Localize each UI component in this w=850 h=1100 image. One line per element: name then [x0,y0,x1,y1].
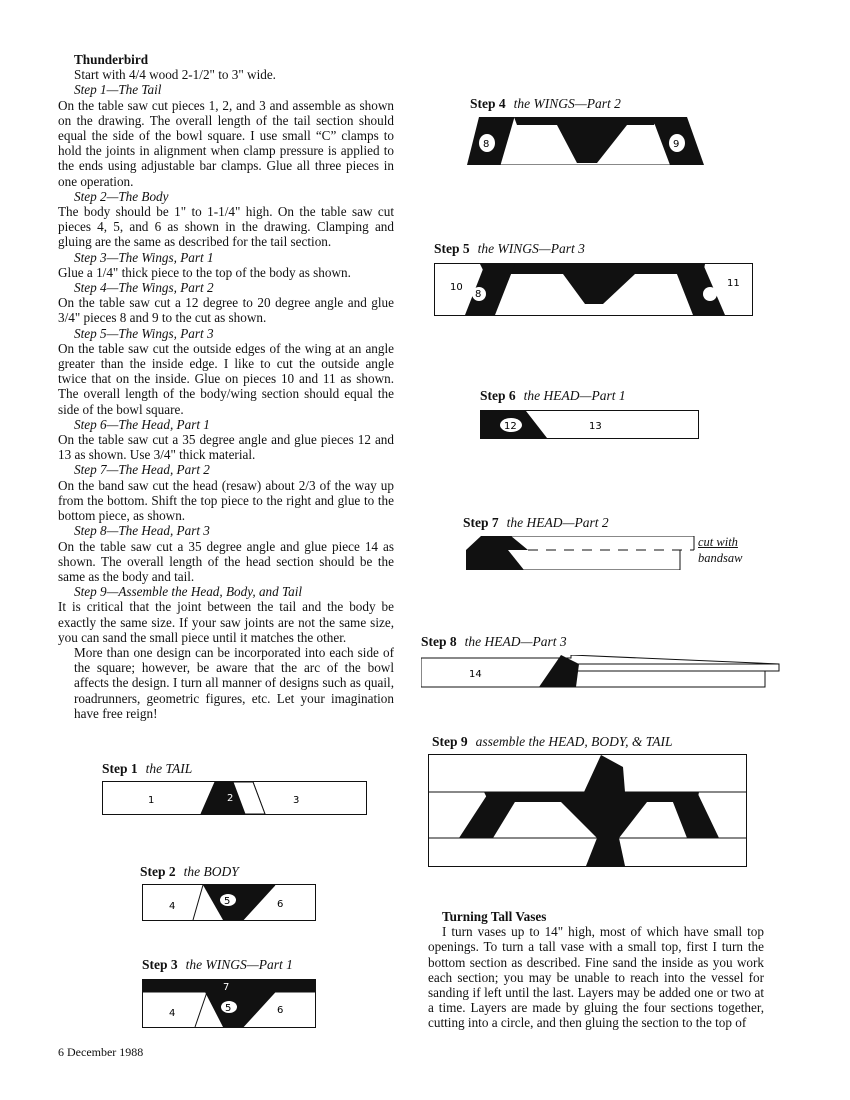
step1-label: the TAIL [145,761,193,776]
note-line: bandsaw [698,551,743,565]
piece-label: 6 [277,1005,284,1016]
step8-diagram [421,655,781,689]
issue-date: December 1988 [67,1045,144,1059]
step-heading: Step 4—The Wings, Part 2 [74,280,214,296]
piece-label: 13 [589,421,602,432]
step1-diagram [102,781,367,815]
step6-diagram [480,410,699,439]
piece-label: 9 [673,139,680,150]
step9-caption [432,734,673,750]
piece-label: 6 [277,899,284,910]
step-text: On the table saw cut a 35 degree angle and glue pieces 12 and 13 as shown. Use 3/4" thick material. [58,432,394,463]
note-line: cut with [698,535,738,549]
piece-label: 14 [469,669,482,680]
piece-label: 5 [224,896,231,907]
article-title: Thunderbird [74,52,149,67]
piece-label: 5 [225,1003,232,1014]
step6-label: the HEAD—Part 1 [523,388,626,403]
step-heading: Step 7—The Head, Part 2 [74,462,210,478]
step4-number: Step 4 [470,96,506,111]
closing-text: More than one design can be incorporated into each side of the square; however, be aware that the arc of the bowl affects the design. I turn all manner of designs such as quail, roadrunners, geometric figures, etc. Let your imagination have free reign! [74,644,394,721]
step-text: On the table saw cut a 12 degree to 20 degree angle and glue 3/4" pieces 8 and 9 to the cut as shown. [58,295,394,326]
piece-label: 4 [169,1008,176,1019]
step-text: The body should be 1" to 1-1/4" high. On the table saw cut pieces 4, 5, and 6 as shown in the drawing. Clamping and gluing are the same as described for the tail section. [58,204,394,250]
step9-diagram [428,754,747,867]
step2-caption [140,864,239,880]
step5-label: the WINGS—Part 3 [477,241,585,256]
step-text: On the table saw cut the outside edges of the wing at an angle greater than the inside edge. I like to cut the outside angle twice that on the inside. Glue on pieces 10 and 11 as shown. The overall length of the body/wing section should equal the side of the bowl square. [58,340,394,417]
step3-caption [142,957,293,973]
step2-label: the BODY [183,864,239,879]
vases-text: I turn vases up to 14" high, most of which have small top openings. To turn a tall vase with a small top, first I turn the bottom section as described. Fine sand the inside as you work each section; you may be unable to reach into the vessel for sanding if left until the last. Layers may be added one or two at a time. Layers are made by gluing the four sections together, cutting into a circle, and then gluing the section to the top of [428,924,764,1031]
step3-number: Step 3 [142,957,178,972]
piece-label: 11 [727,278,740,289]
step5-number: Step 5 [434,241,470,256]
step8-number: Step 8 [421,634,457,649]
page-footer [58,1045,143,1060]
step3-label: the WINGS—Part 1 [185,957,293,972]
piece-label: 4 [169,901,176,912]
vases-title: Turning Tall Vases [442,909,547,924]
piece-label: 10 [450,282,463,293]
step7-diagram [466,536,701,570]
step1-number: Step 1 [102,761,138,776]
piece-label: 7 [223,982,230,993]
step-heading: Step 5—The Wings, Part 3 [74,325,214,341]
piece-label: 2 [227,793,234,804]
step8-label: the HEAD—Part 3 [464,634,567,649]
step2-diagram [142,884,316,921]
step-text: On the table saw cut a 35 degree angle and glue piece 14 as shown. The overall length of the head section should be the same as the body and tail. [58,538,394,584]
step7-label: the HEAD—Part 2 [506,515,609,530]
step2-number: Step 2 [140,864,176,879]
step-text: On the table saw cut pieces 1, 2, and 3 and assemble as shown on the drawing. The overall length of the tail section should equal the side of the bowl square. I use small “C” clamps to hold the joints in alignment when clamp pressure is applied to the ends using adjustable bar clamps. Glue all three pieces in one operation. [58,97,394,189]
step-text: It is critical that the joint between the tail and the body be exactly the same size. If your saw joints are not the same size, you can sand the small piece until it matches the other. [58,599,394,645]
step6-caption [480,388,626,404]
step-heading: Step 1—The Tail [74,82,162,98]
piece-label: 12 [504,421,517,432]
step5-diagram [434,263,753,316]
step-heading: Step 6—The Head, Part 1 [74,416,210,432]
step7-number: Step 7 [463,515,499,530]
piece-label: 1 [148,795,155,806]
step4-diagram [467,117,704,165]
step9-number: Step 9 [432,734,468,749]
step-heading: Step 9—Assemble the Head, Body, and Tail [74,584,303,600]
step-text: On the band saw cut the head (resaw) about 2/3 of the way up from the bottom. Shift the top piece to the right and glue to the bottom piece, as shown. [58,477,394,524]
page-number: 6 [58,1045,64,1059]
step-heading: Step 2—The Body [74,188,169,204]
step-heading: Step 8—The Head, Part 3 [74,523,210,539]
step8-caption [421,634,567,650]
step1-caption [102,761,192,777]
intro-text: Start with 4/4 wood 2-1/2" to 3" wide. [74,67,276,83]
step7-caption [463,515,609,531]
piece-label: 8 [483,139,490,150]
step9-label: assemble the HEAD, BODY, & TAIL [475,734,673,749]
step-heading: Step 3—The Wings, Part 1 [74,249,214,265]
step3-diagram [142,979,316,1028]
step6-number: Step 6 [480,388,516,403]
piece-label: 3 [293,795,300,806]
step-text: Glue a 1/4" thick piece to the top of the body as shown. [58,264,351,280]
vases-section [428,909,764,1031]
article-body [58,52,394,721]
piece-label: 8 [475,289,482,300]
step4-caption [470,96,621,112]
step5-caption [434,241,585,257]
bandsaw-note [698,534,742,566]
step4-label: the WINGS—Part 2 [513,96,621,111]
